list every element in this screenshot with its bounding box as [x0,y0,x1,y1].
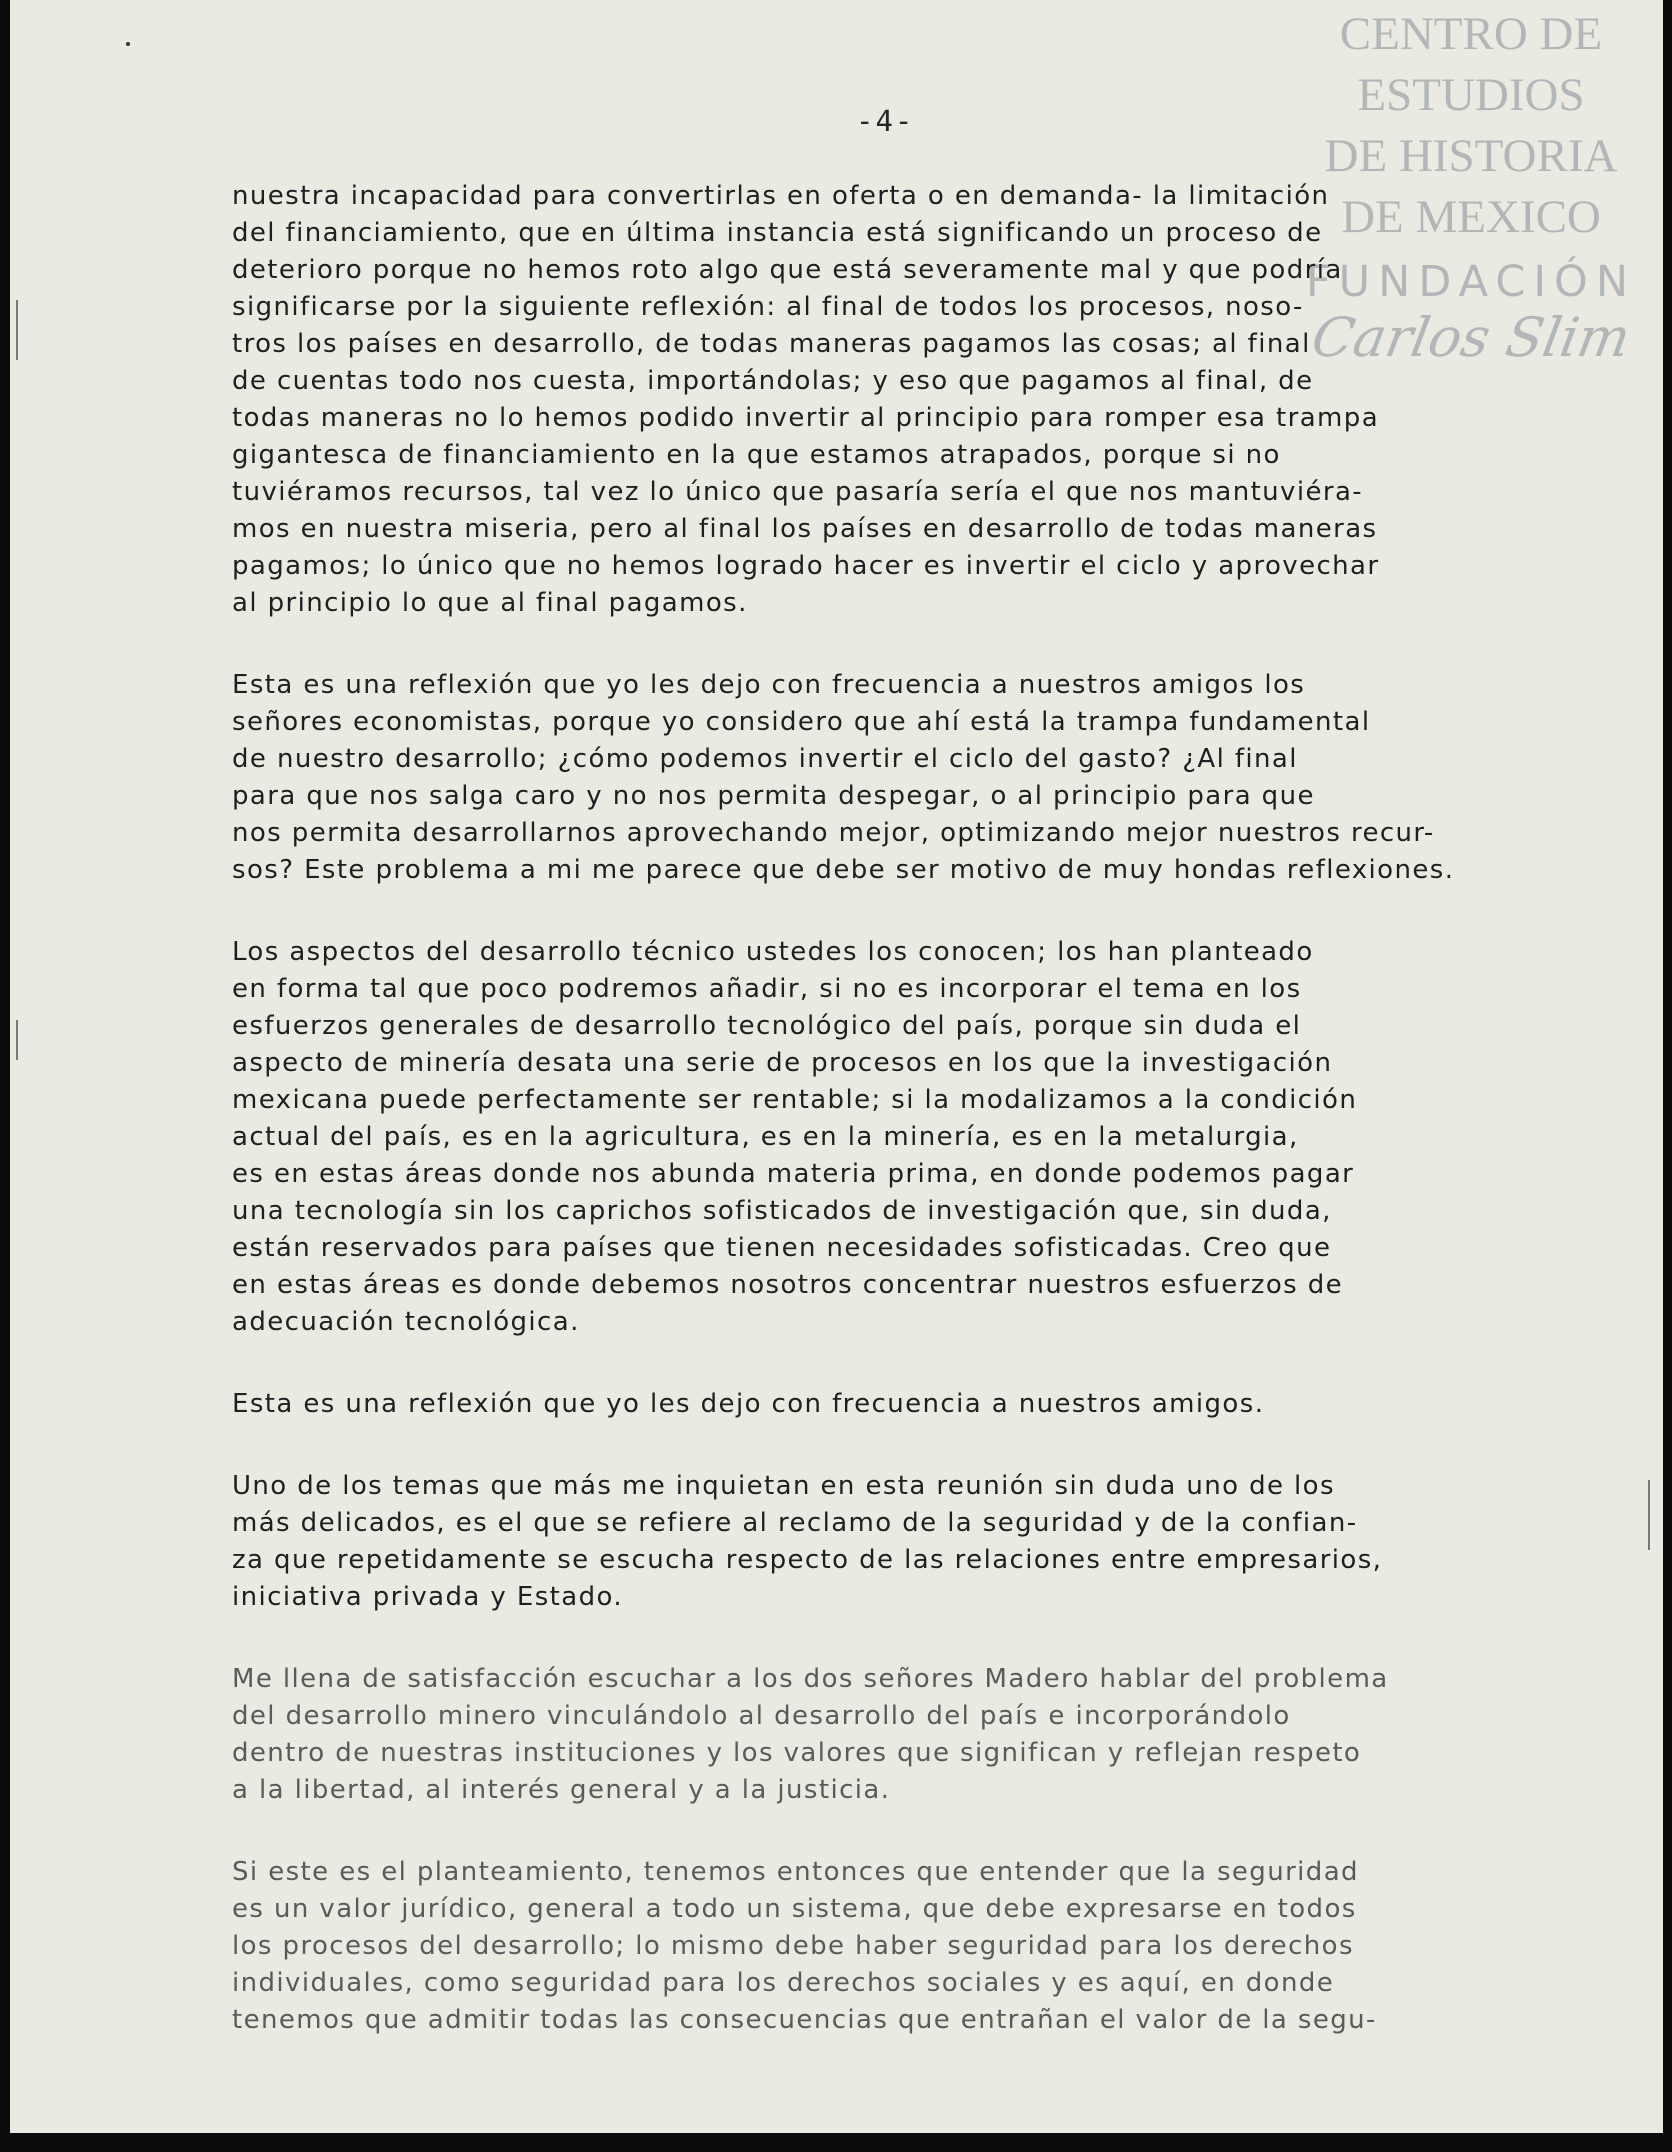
text-line: los procesos del desarrollo; lo mismo debe haber seguridad para los derechos [232,1931,1354,1961]
text-line: señores economistas, porque yo considero que ahí está la trampa fundamental [232,707,1371,737]
paragraph-5 [232,1468,1632,1616]
text-line: una tecnología sin los caprichos sofisticados de investigación que, sin duda, [232,1196,1332,1226]
text-line: de nuestro desarrollo; ¿cómo podemos invertir el ciclo del gasto? ¿Al final [232,744,1298,774]
text-line: en estas áreas es donde debemos nosotros concentrar nuestros esfuerzos de [232,1270,1344,1300]
text-line: pagamos; lo único que no hemos logrado hacer es invertir el ciclo y aprovechar [232,551,1380,581]
paragraph-6 [232,1661,1632,1809]
text-line: en forma tal que poco podremos añadir, si no es incorporar el tema en los [232,974,1302,1004]
text-line: a la libertad, al interés general y a la justicia. [232,1775,891,1805]
text-line: al principio lo que al final pagamos. [232,588,748,618]
text-line: más delicados, es el que se refiere al reclamo de la seguridad y de la confian- [232,1508,1358,1538]
text-line: mos en nuestra miseria, pero al final los países en desarrollo de todas maneras [232,514,1378,544]
text-line: tenemos que admitir todas las consecuencias que entrañan el valor de la segu- [232,2005,1377,2035]
scan-edge-mark [16,1020,18,1060]
text-line: dentro de nuestras instituciones y los valores que significan y reflejan respeto [232,1738,1362,1768]
paragraph-1 [232,178,1632,622]
text-line: están reservados para países que tienen necesidades sofisticadas. Creo que [232,1233,1332,1263]
text-line: adecuación tecnológica. [232,1307,580,1337]
scan-edge-mark [16,300,18,360]
text-line: aspecto de minería desata una serie de procesos en los que la investigación [232,1048,1333,1078]
text-line: Esta es una reflexión que yo les dejo con frecuencia a nuestros amigos. [232,1389,1265,1419]
text-line: para que nos salga caro y no nos permita despegar, o al principio para que [232,781,1315,811]
text-line: individuales, como seguridad para los derechos sociales y es aquí, en donde [232,1968,1335,1998]
text-line: todas maneras no lo hemos podido invertir al principio para romper esa trampa [232,403,1380,433]
text-line: de cuentas todo nos cuesta, importándolas; y eso que pagamos al final, de [232,366,1314,396]
paragraph-3 [232,934,1632,1341]
text-line: za que repetidamente se escucha respecto de las relaciones entre empresarios, [232,1545,1383,1575]
watermark-foundation: FUNDACIÓN [1305,257,1637,307]
text-line: tuviéramos recursos, tal vez lo único que pasaría sería el que nos mantuviéra- [232,477,1364,507]
text-line: Me llena de satisfacción escuchar a los dos señores Madero hablar del problema [232,1664,1389,1694]
text-line: tros los países en desarrollo, de todas maneras pagamos las cosas; al final [232,329,1311,359]
text-line: es un valor jurídico, general a todo un sistema, que debe expresarse en todos [232,1894,1357,1924]
text-line: es en estas áreas donde nos abunda materia prima, en donde podemos pagar [232,1159,1355,1189]
watermark-line: ESTUDIOS [1357,69,1585,121]
text-line: sos? Este problema a mi me parece que debe ser motivo de muy hondas reflexiones. [232,855,1455,885]
paragraph-4 [232,1386,1632,1423]
watermark-line: DE HISTORIA [1324,130,1618,182]
text-line: mexicana puede perfectamente ser rentable; si la modalizamos a la condición [232,1085,1358,1115]
text-line: nos permita desarrollarnos aprovechando mejor, optimizando mejor nuestros recur- [232,818,1435,848]
text-line: Los aspectos del desarrollo técnico ustedes los conocen; los han planteado [232,937,1314,967]
document-page [10,0,1663,2133]
text-line: Uno de los temas que más me inquietan en esta reunión sin duda uno de los [232,1471,1335,1501]
text-line: gigantesca de financiamiento en la que estamos atrapados, porque si no [232,440,1281,470]
text-line: del desarrollo minero vinculándolo al desarrollo del país e incorporándolo [232,1701,1291,1731]
scan-speck [126,42,130,46]
scan-edge-mark [1648,1480,1650,1550]
page-number: -4- [856,104,915,138]
text-line: Esta es una reflexión que yo les dejo con frecuencia a nuestros amigos los [232,670,1306,700]
document-body [232,178,1632,2039]
text-line: nuestra incapacidad para convertirlas en oferta o en demanda- la limitación [232,181,1330,211]
paragraph-7 [232,1854,1632,2039]
text-line: significarse por la siguiente reflexión: al final de todos los procesos, noso- [232,292,1304,322]
text-line: Si este es el planteamiento, tenemos entonces que entender que la seguridad [232,1857,1359,1887]
text-line: iniciativa privada y Estado. [232,1582,623,1612]
text-line: del financiamiento, que en última instancia está significando un proceso de [232,218,1323,248]
watermark-signature: Carlos Slim [1307,306,1636,369]
paragraph-2 [232,667,1632,889]
watermark-line: DE MEXICO [1341,191,1601,243]
text-line: esfuerzos generales de desarrollo tecnológico del país, porque sin duda el [232,1011,1302,1041]
text-line: deterioro porque no hemos roto algo que está severamente mal y que podría [232,255,1343,285]
text-line: actual del país, es en la agricultura, es en la minería, es en la metalurgia, [232,1122,1299,1152]
watermark-line: CENTRO DE [1339,8,1603,60]
